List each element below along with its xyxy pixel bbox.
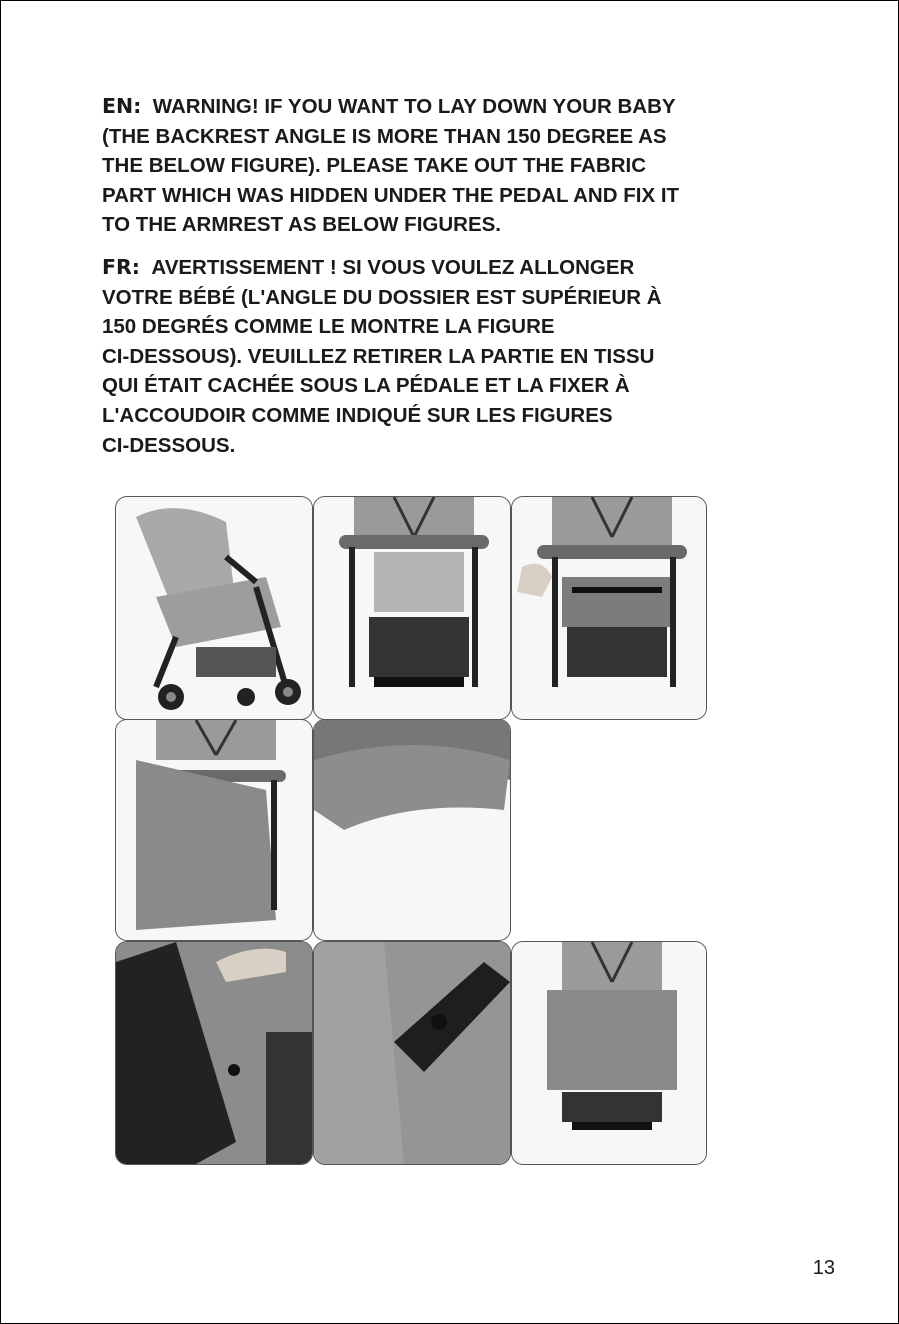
- en-language-label: EN:: [102, 94, 142, 118]
- en-line-1: [102, 92, 802, 122]
- en-line-3: THE BELOW FIGURE). PLEASE TAKE OUT THE FABRIC: [102, 154, 647, 178]
- photo-stroller-front-footrest: [313, 496, 511, 720]
- fr-line-5: QUI ÉTAIT CACHÉE SOUS LA PÉDALE ET LA FIXER À: [102, 374, 630, 398]
- fr-line-2: VOTRE BÉBÉ (L'ANGLE DU DOSSIER EST SUPÉRIEUR À: [102, 285, 662, 309]
- fr-line-1: [102, 253, 802, 283]
- french-warning: [102, 253, 802, 460]
- en-line-1-text: WARNING! IF YOU WANT TO LAY DOWN YOUR BABY: [152, 95, 676, 118]
- photo-attaching-fabric-to-armrest-left: [115, 941, 313, 1165]
- en-line-2: (THE BACKREST ANGLE IS MORE THAN 150 DEGREE AS: [102, 124, 667, 148]
- photo-fabric-fixed-final: [511, 941, 707, 1165]
- photo-pulling-fabric-from-pedal: [511, 496, 707, 720]
- photo-stroller-side-view: [115, 496, 313, 720]
- fr-language-label: FR:: [102, 255, 140, 279]
- fr-line-1-text: AVERTISSEMENT ! SI VOUS VOULEZ ALLONGER: [151, 256, 635, 279]
- english-warning: [102, 92, 802, 240]
- en-line-5: TO THE ARMREST AS BELOW FIGURES.: [102, 213, 501, 237]
- fr-line-3: 150 DEGRÉS COMME LE MONTRE LA FIGURE: [102, 315, 555, 339]
- fr-line-4: CI-DESSOUS). VEUILLEZ RETIRER LA PARTIE EN TISSU: [102, 344, 655, 368]
- en-line-4: PART WHICH WAS HIDDEN UNDER THE PEDAL AND FIX IT: [102, 183, 680, 207]
- photo-fabric-closeup: [313, 719, 511, 941]
- photo-fabric-unfolded-over-seat: [115, 719, 313, 941]
- fr-line-6: L'ACCOUDOIR COMME INDIQUÉ SUR LES FIGURES: [102, 403, 613, 427]
- page-number: 13: [812, 1257, 835, 1279]
- fr-line-7: CI-DESSOUS.: [102, 433, 236, 457]
- photo-attaching-fabric-to-armrest-right: [313, 941, 511, 1165]
